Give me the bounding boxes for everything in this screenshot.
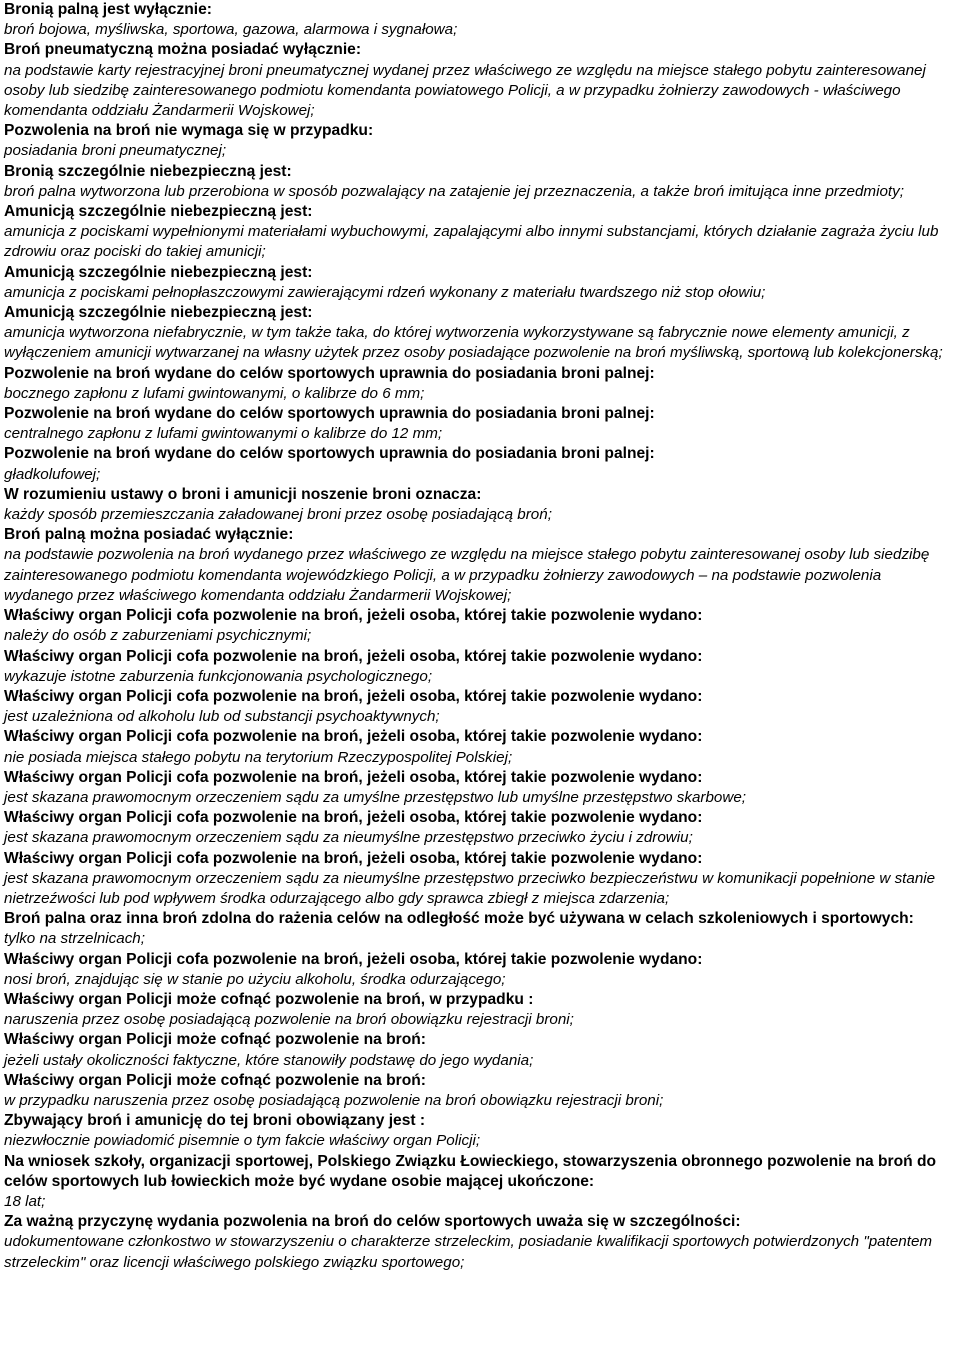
answer-text: niezwłocznie powiadomić pisemnie o tym fakcie właściwy organ Policji; [4,1132,481,1150]
question-text: Właściwy organ Policji cofa pozwolenie na broń, jeżeli osoba, której takie pozwolenie wydano: [4,950,703,968]
question-text: Bronią szczególnie niebezpieczną jest: [4,162,292,180]
answer-text: nosi broń, znajdując się w stanie po użyciu alkoholu, środka odurzającego; [4,970,506,988]
answer-text: bocznego zapłonu z lufami gwintowanymi, o kalibrze do 6 mm; [4,384,425,402]
question-text: Właściwy organ Policji może cofnąć pozwolenie na broń: [4,1031,426,1049]
qa-item [4,1071,952,1111]
qa-item [4,950,952,990]
qa-item [4,444,952,484]
qa-item [4,1212,952,1273]
answer-text: jest skazana prawomocnym orzeczeniem sądu za nieumyślne przestępstwo przeciwko życiu i zdrowiu; [4,829,693,847]
answer-text: amunicja z pociskami pełnopłaszczowymi zawierającymi rdzeń wykonany z materiału twardszego niż stop ołowiu; [4,283,766,301]
answer-text: jest uzależniona od alkoholu lub od substancji psychoaktywnych; [4,708,440,726]
answer-text: tylko na strzelnicach; [4,930,145,948]
qa-item [4,768,952,808]
answer-text: na podstawie pozwolenia na broń wydanego przez właściwego ze względu na miejsce stałego pobytu zainteresowanej osoby lub siedzibę zainteresowanego podmiotu komendanta wojewódzkiego Policji, a w przypadku żołnierzy zawodowych – na podstawie pozwolenia wydanego przez właściwego komendanta oddziału Żandarmerii Wojskowej; [4,546,930,604]
question-text: Właściwy organ Policji cofa pozwolenie na broń, jeżeli osoba, której takie pozwolenie wydano: [4,687,703,705]
question-text: Broń palną można posiadać wyłącznie: [4,526,294,544]
question-text: Właściwy organ Policji może cofnąć pozwolenie na broń, w przypadku : [4,990,534,1008]
question-text: Właściwy organ Policji cofa pozwolenie na broń, jeżeli osoba, której takie pozwolenie wydano: [4,849,703,867]
question-text: Amunicją szczególnie niebezpieczną jest: [4,304,313,322]
qa-item [4,485,952,525]
qa-item [4,849,952,910]
question-text: Na wniosek szkoły, organizacji sportowej, Polskiego Związku Łowieckiego, stowarzyszenia obronnego pozwolenie na broń do celów sportowych lub łowieckich może być wydane osobie mającej ukończone: [4,1152,937,1190]
answer-text: jest skazana prawomocnym orzeczeniem sądu za umyślne przestępstwo lub umyślne przestępstwo skarbowe; [4,788,746,806]
qa-item [4,162,952,202]
qa-item [4,990,952,1030]
qa-item [4,404,952,444]
qa-item [4,606,952,646]
qa-item [4,263,952,303]
qa-item [4,121,952,161]
question-text: Właściwy organ Policji cofa pozwolenie na broń, jeżeli osoba, której takie pozwolenie wydano: [4,647,703,665]
question-text: Właściwy organ Policji cofa pozwolenie na broń, jeżeli osoba, której takie pozwolenie wydano: [4,728,703,746]
question-text: Właściwy organ Policji może cofnąć pozwolenie na broń: [4,1071,426,1089]
question-text: Pozwolenie na broń wydane do celów sportowych uprawnia do posiadania broni palnej: [4,364,655,382]
question-text: Właściwy organ Policji cofa pozwolenie na broń, jeżeli osoba, której takie pozwolenie wydano: [4,607,703,625]
qa-item [4,40,952,121]
qa-item [4,364,952,404]
answer-text: należy do osób z zaburzeniami psychicznymi; [4,627,312,645]
answer-text: udokumentowane członkostwo w stowarzyszeniu o charakterze strzeleckim, posiadanie kwalifikacji sportowych potwierdzonych "patentem strzeleckim" oraz licencji właściwego polskiego związku sportowego; [4,1233,933,1271]
answer-text: posiadania broni pneumatycznej; [4,142,227,160]
qa-item [4,525,952,606]
answer-text: wykazuje istotne zaburzenia funkcjonowania psychologicznego; [4,667,433,685]
question-text: W rozumieniu ustawy o broni i amunicji noszenie broni oznacza: [4,485,482,503]
question-text: Bronią palną jest wyłącznie: [4,1,212,18]
answer-text: gładkolufowej; [4,465,101,483]
qa-item [4,808,952,848]
question-text: Właściwy organ Policji cofa pozwolenie na broń, jeżeli osoba, której takie pozwolenie wydano: [4,768,703,786]
answer-text: amunicja wytworzona niefabrycznie, w tym także taka, do której wytworzenia wykorzystywane są fabrycznie nowe elementy amunicji, z wyłączeniem amunicji wytwarzanej na własny użytek przez osoby posiadające pozwolenie na broń myśliwską, sportową lub kolekcjonerską; [4,324,943,362]
qa-item [4,0,952,40]
answer-text: 18 lat; [4,1192,46,1210]
answer-text: jeżeli ustały okoliczności faktyczne, które stanowiły podstawę do jego wydania; [4,1051,534,1069]
question-text: Amunicją szczególnie niebezpieczną jest: [4,203,313,221]
question-text: Pozwolenia na broń nie wymaga się w przypadku: [4,122,374,140]
qa-item [4,202,952,263]
question-text: Broń pneumatyczną można posiadać wyłącznie: [4,41,362,59]
answer-text: nie posiada miejsca stałego pobytu na terytorium Rzeczypospolitej Polskiej; [4,748,513,766]
qa-item [4,1152,952,1213]
answer-text: broń bojowa, myśliwska, sportowa, gazowa, alarmowa i sygnałowa; [4,21,458,39]
qa-item [4,687,952,727]
question-text: Właściwy organ Policji cofa pozwolenie na broń, jeżeli osoba, której takie pozwolenie wydano: [4,809,703,827]
qa-item [4,1111,952,1151]
question-text: Zbywający broń i amunicję do tej broni obowiązany jest : [4,1112,426,1130]
question-text: Broń palna oraz inna broń zdolna do rażenia celów na odległość może być używana w celach szkoleniowych i sportowych: [4,910,914,928]
answer-text: centralnego zapłonu z lufami gwintowanymi o kalibrze do 12 mm; [4,425,443,443]
qa-item [4,727,952,767]
answer-text: w przypadku naruszenia przez osobę posiadającą pozwolenie na broń obowiązku rejestracji broni; [4,1091,664,1109]
answer-text: jest skazana prawomocnym orzeczeniem sądu za nieumyślne przestępstwo przeciwko bezpieczeństwu w komunikacji popełnione w stanie nietrzeźwości lub pod wpływem środka odurzającego albo gdy sprawca zbiegł z miejsca zdarzenia; [4,869,936,907]
qa-item [4,1030,952,1070]
question-text: Za ważną przyczynę wydania pozwolenia na broń do celów sportowych uważa się w szczególności: [4,1213,741,1231]
qa-item [4,909,952,949]
answer-text: broń palna wytworzona lub przerobiona w sposób pozwalający na zatajenie jej przeznaczenia, a także broń imitująca inne przedmioty; [4,182,904,200]
question-text: Pozwolenie na broń wydane do celów sportowych uprawnia do posiadania broni palnej: [4,445,655,463]
answer-text: naruszenia przez osobę posiadającą pozwolenie na broń obowiązku rejestracji broni; [4,1011,574,1029]
answer-text: na podstawie karty rejestracyjnej broni pneumatycznej wydanej przez właściwego ze względu na miejsce stałego pobytu zainteresowanej osoby lub siedzibę zainteresowanego podmiotu komendanta powiatowego Policji, a w przypadku żołnierzy zawodowych - właściwego komendanta oddziału Żandarmerii Wojskowej; [4,61,926,120]
question-text: Pozwolenie na broń wydane do celów sportowych uprawnia do posiadania broni palnej: [4,405,655,423]
answer-text: każdy sposób przemieszczania załadowanej broni przez osobę posiadającą broń; [4,506,552,524]
qa-item [4,647,952,687]
question-text: Amunicją szczególnie niebezpieczną jest: [4,263,313,281]
qa-item [4,303,952,364]
answer-text: amunicja z pociskami wypełnionymi materiałami wybuchowymi, zapalającymi albo innymi substancjami, których działanie zagraża życiu lub zdrowiu oraz pociski do takiej amunicji; [4,223,939,261]
